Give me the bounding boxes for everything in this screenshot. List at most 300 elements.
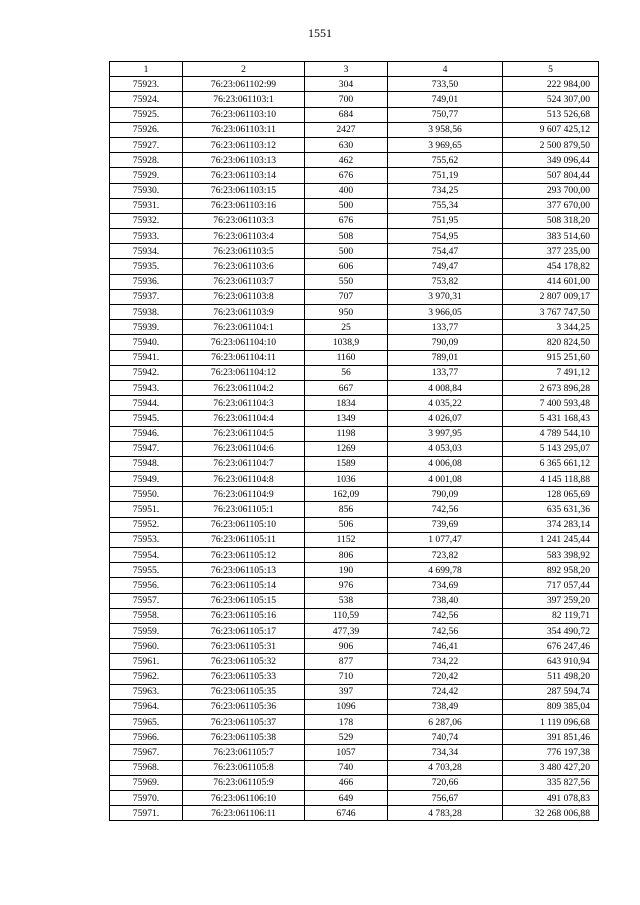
cadastral-value-cell: 377 670,00 <box>503 198 599 213</box>
specific-value-cell: 733,50 <box>388 77 503 92</box>
cadastral-value-cell: 583 398,92 <box>503 548 599 563</box>
cadastral-number-cell: 76:23:061104:11 <box>183 350 305 365</box>
row-number-cell: 75937. <box>110 289 183 304</box>
row-number-cell: 75969. <box>110 775 183 790</box>
specific-value-cell: 4 783,28 <box>388 806 503 821</box>
row-number-cell: 75958. <box>110 608 183 623</box>
area-cell: 976 <box>305 578 388 593</box>
specific-value-cell: 3 997,95 <box>388 426 503 441</box>
cadastral-number-cell: 76:23:061103:5 <box>183 244 305 259</box>
cadastral-value-cell: 5 143 295,07 <box>503 441 599 456</box>
table-row <box>110 578 599 593</box>
cadastral-value-table <box>109 61 599 821</box>
row-number-cell: 75924. <box>110 92 183 107</box>
row-number-cell: 75947. <box>110 441 183 456</box>
table-row <box>110 305 599 320</box>
row-number-cell: 75925. <box>110 107 183 122</box>
specific-value-cell: 738,40 <box>388 593 503 608</box>
row-number-cell: 75941. <box>110 350 183 365</box>
cadastral-number-cell: 76:23:061103:8 <box>183 289 305 304</box>
row-number-cell: 75961. <box>110 654 183 669</box>
specific-value-cell: 4 008,84 <box>388 380 503 395</box>
specific-value-cell: 742,56 <box>388 502 503 517</box>
specific-value-cell: 790,09 <box>388 335 503 350</box>
area-cell: 710 <box>305 669 388 684</box>
specific-value-cell: 734,69 <box>388 578 503 593</box>
table-row <box>110 229 599 244</box>
specific-value-cell: 790,09 <box>388 487 503 502</box>
cadastral-value-cell: 9 607 425,12 <box>503 122 599 137</box>
row-number-cell: 75949. <box>110 472 183 487</box>
cadastral-number-cell: 76:23:061103:6 <box>183 259 305 274</box>
table-row <box>110 745 599 760</box>
area-cell: 304 <box>305 77 388 92</box>
row-number-cell: 75944. <box>110 396 183 411</box>
table-row <box>110 699 599 714</box>
column-header: 5 <box>503 62 599 77</box>
row-number-cell: 75954. <box>110 548 183 563</box>
row-number-cell: 75928. <box>110 153 183 168</box>
area-cell: 6746 <box>305 806 388 821</box>
table-row <box>110 548 599 563</box>
table-row <box>110 760 599 775</box>
cadastral-number-cell: 76:23:061104:8 <box>183 472 305 487</box>
area-cell: 1036 <box>305 472 388 487</box>
specific-value-cell: 742,56 <box>388 608 503 623</box>
cadastral-value-cell: 3 767 747,50 <box>503 305 599 320</box>
area-cell: 178 <box>305 715 388 730</box>
cadastral-value-cell: 397 259,20 <box>503 593 599 608</box>
cadastral-value-cell: 820 824,50 <box>503 335 599 350</box>
cadastral-number-cell: 76:23:061103:10 <box>183 107 305 122</box>
table-row <box>110 623 599 638</box>
area-cell: 1834 <box>305 396 388 411</box>
table-row <box>110 259 599 274</box>
cadastral-number-cell: 76:23:061103:12 <box>183 137 305 152</box>
cadastral-value-cell: 3 480 427,20 <box>503 760 599 775</box>
table-header-row <box>110 62 599 77</box>
area-cell: 500 <box>305 198 388 213</box>
area-cell: 1160 <box>305 350 388 365</box>
row-number-cell: 75932. <box>110 213 183 228</box>
cadastral-value-cell: 513 526,68 <box>503 107 599 122</box>
specific-value-cell: 734,34 <box>388 745 503 760</box>
cadastral-value-cell: 809 385,04 <box>503 699 599 714</box>
specific-value-cell: 742,56 <box>388 623 503 638</box>
area-cell: 397 <box>305 684 388 699</box>
table-row <box>110 426 599 441</box>
specific-value-cell: 755,34 <box>388 198 503 213</box>
row-number-cell: 75936. <box>110 274 183 289</box>
area-cell: 1198 <box>305 426 388 441</box>
table-row <box>110 563 599 578</box>
row-number-cell: 75950. <box>110 487 183 502</box>
area-cell: 856 <box>305 502 388 517</box>
cadastral-number-cell: 76:23:061105:16 <box>183 608 305 623</box>
specific-value-cell: 4 006,08 <box>388 456 503 471</box>
cadastral-value-cell: 293 700,00 <box>503 183 599 198</box>
table-body <box>110 77 599 821</box>
area-cell: 190 <box>305 563 388 578</box>
cadastral-number-cell: 76:23:061103:16 <box>183 198 305 213</box>
specific-value-cell: 746,41 <box>388 639 503 654</box>
area-cell: 110,59 <box>305 608 388 623</box>
cadastral-value-cell: 892 958,20 <box>503 563 599 578</box>
cadastral-number-cell: 76:23:061105:10 <box>183 517 305 532</box>
row-number-cell: 75967. <box>110 745 183 760</box>
specific-value-cell: 6 287,06 <box>388 715 503 730</box>
table-row <box>110 730 599 745</box>
area-cell: 400 <box>305 183 388 198</box>
cadastral-number-cell: 76:23:061105:17 <box>183 623 305 638</box>
table-row <box>110 168 599 183</box>
cadastral-value-cell: 508 318,20 <box>503 213 599 228</box>
specific-value-cell: 734,25 <box>388 183 503 198</box>
table-row <box>110 137 599 152</box>
table-row <box>110 806 599 821</box>
cadastral-number-cell: 76:23:061103:9 <box>183 305 305 320</box>
area-cell: 1349 <box>305 411 388 426</box>
cadastral-number-cell: 76:23:061104:4 <box>183 411 305 426</box>
area-cell: 550 <box>305 274 388 289</box>
area-cell: 538 <box>305 593 388 608</box>
table-row <box>110 472 599 487</box>
area-cell: 162,09 <box>305 487 388 502</box>
column-header: 3 <box>305 62 388 77</box>
cadastral-number-cell: 76:23:061104:2 <box>183 380 305 395</box>
cadastral-value-cell: 383 514,60 <box>503 229 599 244</box>
specific-value-cell: 4 053,03 <box>388 441 503 456</box>
cadastral-number-cell: 76:23:061105:11 <box>183 532 305 547</box>
cadastral-value-cell: 6 365 661,12 <box>503 456 599 471</box>
specific-value-cell: 751,95 <box>388 213 503 228</box>
table-row <box>110 289 599 304</box>
specific-value-cell: 754,95 <box>388 229 503 244</box>
row-number-cell: 75963. <box>110 684 183 699</box>
cadastral-value-cell: 377 235,00 <box>503 244 599 259</box>
cadastral-number-cell: 76:23:061105:36 <box>183 699 305 714</box>
area-cell: 2427 <box>305 122 388 137</box>
cadastral-value-cell: 5 431 168,43 <box>503 411 599 426</box>
cadastral-value-cell: 354 490,72 <box>503 623 599 638</box>
cadastral-value-cell: 915 251,60 <box>503 350 599 365</box>
cadastral-number-cell: 76:23:061103:4 <box>183 229 305 244</box>
area-cell: 684 <box>305 107 388 122</box>
cadastral-value-cell: 287 594,74 <box>503 684 599 699</box>
area-cell: 1038,9 <box>305 335 388 350</box>
row-number-cell: 75942. <box>110 365 183 380</box>
table-row <box>110 502 599 517</box>
table-row <box>110 593 599 608</box>
cadastral-number-cell: 76:23:061105:35 <box>183 684 305 699</box>
area-cell: 606 <box>305 259 388 274</box>
specific-value-cell: 789,01 <box>388 350 503 365</box>
row-number-cell: 75935. <box>110 259 183 274</box>
cadastral-number-cell: 76:23:061102:99 <box>183 77 305 92</box>
cadastral-value-cell: 635 631,36 <box>503 502 599 517</box>
area-cell: 1096 <box>305 699 388 714</box>
cadastral-number-cell: 76:23:061105:12 <box>183 548 305 563</box>
cadastral-number-cell: 76:23:061104:1 <box>183 320 305 335</box>
specific-value-cell: 756,67 <box>388 791 503 806</box>
column-header: 4 <box>388 62 503 77</box>
specific-value-cell: 3 969,65 <box>388 137 503 152</box>
specific-value-cell: 720,66 <box>388 775 503 790</box>
cadastral-value-cell: 1 241 245,44 <box>503 532 599 547</box>
cadastral-number-cell: 76:23:061105:33 <box>183 669 305 684</box>
table-row <box>110 654 599 669</box>
area-cell: 707 <box>305 289 388 304</box>
row-number-cell: 75945. <box>110 411 183 426</box>
table-row <box>110 411 599 426</box>
cadastral-value-cell: 454 178,82 <box>503 259 599 274</box>
table-row <box>110 396 599 411</box>
area-cell: 649 <box>305 791 388 806</box>
specific-value-cell: 724,42 <box>388 684 503 699</box>
cadastral-number-cell: 76:23:061106:10 <box>183 791 305 806</box>
area-cell: 740 <box>305 760 388 775</box>
row-number-cell: 75960. <box>110 639 183 654</box>
column-header: 1 <box>110 62 183 77</box>
row-number-cell: 75956. <box>110 578 183 593</box>
table-row <box>110 639 599 654</box>
area-cell: 1057 <box>305 745 388 760</box>
column-header: 2 <box>183 62 305 77</box>
specific-value-cell: 734,22 <box>388 654 503 669</box>
table-row <box>110 153 599 168</box>
table-row <box>110 350 599 365</box>
area-cell: 630 <box>305 137 388 152</box>
specific-value-cell: 723,82 <box>388 548 503 563</box>
specific-value-cell: 720,42 <box>388 669 503 684</box>
specific-value-cell: 133,77 <box>388 320 503 335</box>
area-cell: 462 <box>305 153 388 168</box>
specific-value-cell: 753,82 <box>388 274 503 289</box>
cadastral-value-cell: 511 498,20 <box>503 669 599 684</box>
cadastral-value-cell: 82 119,71 <box>503 608 599 623</box>
cadastral-number-cell: 76:23:061104:12 <box>183 365 305 380</box>
row-number-cell: 75939. <box>110 320 183 335</box>
cadastral-number-cell: 76:23:061103:7 <box>183 274 305 289</box>
cadastral-number-cell: 76:23:061105:8 <box>183 760 305 775</box>
cadastral-value-cell: 4 145 118,88 <box>503 472 599 487</box>
area-cell: 1152 <box>305 532 388 547</box>
cadastral-value-cell: 7 400 593,48 <box>503 396 599 411</box>
cadastral-value-cell: 32 268 006,88 <box>503 806 599 821</box>
row-number-cell: 75943. <box>110 380 183 395</box>
cadastral-value-cell: 349 096,44 <box>503 153 599 168</box>
row-number-cell: 75953. <box>110 532 183 547</box>
row-number-cell: 75968. <box>110 760 183 775</box>
area-cell: 508 <box>305 229 388 244</box>
cadastral-value-cell: 3 344,25 <box>503 320 599 335</box>
cadastral-value-cell: 676 247,46 <box>503 639 599 654</box>
cadastral-number-cell: 76:23:061105:15 <box>183 593 305 608</box>
cadastral-number-cell: 76:23:061103:15 <box>183 183 305 198</box>
area-cell: 667 <box>305 380 388 395</box>
cadastral-value-cell: 643 910,94 <box>503 654 599 669</box>
cadastral-number-cell: 76:23:061105:13 <box>183 563 305 578</box>
specific-value-cell: 4 026,07 <box>388 411 503 426</box>
row-number-cell: 75930. <box>110 183 183 198</box>
specific-value-cell: 751,19 <box>388 168 503 183</box>
area-cell: 676 <box>305 213 388 228</box>
cadastral-number-cell: 76:23:061106:11 <box>183 806 305 821</box>
cadastral-value-cell: 1 119 096,68 <box>503 715 599 730</box>
row-number-cell: 75946. <box>110 426 183 441</box>
row-number-cell: 75971. <box>110 806 183 821</box>
area-cell: 500 <box>305 244 388 259</box>
specific-value-cell: 749,01 <box>388 92 503 107</box>
table-row <box>110 715 599 730</box>
specific-value-cell: 4 699,78 <box>388 563 503 578</box>
area-cell: 477,39 <box>305 623 388 638</box>
row-number-cell: 75964. <box>110 699 183 714</box>
table-row <box>110 669 599 684</box>
table-row <box>110 791 599 806</box>
cadastral-value-cell: 222 984,00 <box>503 77 599 92</box>
cadastral-value-cell: 128 065,69 <box>503 487 599 502</box>
cadastral-number-cell: 76:23:061105:9 <box>183 775 305 790</box>
area-cell: 676 <box>305 168 388 183</box>
row-number-cell: 75952. <box>110 517 183 532</box>
table-row <box>110 320 599 335</box>
row-number-cell: 75957. <box>110 593 183 608</box>
table-row <box>110 77 599 92</box>
row-number-cell: 75970. <box>110 791 183 806</box>
area-cell: 1269 <box>305 441 388 456</box>
row-number-cell: 75938. <box>110 305 183 320</box>
cadastral-value-cell: 391 851,46 <box>503 730 599 745</box>
area-cell: 806 <box>305 548 388 563</box>
table-row <box>110 244 599 259</box>
cadastral-value-cell: 507 804,44 <box>503 168 599 183</box>
cadastral-number-cell: 76:23:061104:3 <box>183 396 305 411</box>
row-number-cell: 75927. <box>110 137 183 152</box>
cadastral-number-cell: 76:23:061105:14 <box>183 578 305 593</box>
table-row <box>110 441 599 456</box>
cadastral-number-cell: 76:23:061103:1 <box>183 92 305 107</box>
area-cell: 877 <box>305 654 388 669</box>
cadastral-number-cell: 76:23:061103:11 <box>183 122 305 137</box>
cadastral-value-cell: 2 673 896,28 <box>503 380 599 395</box>
row-number-cell: 75933. <box>110 229 183 244</box>
cadastral-value-cell: 776 197,38 <box>503 745 599 760</box>
table-row <box>110 122 599 137</box>
area-cell: 506 <box>305 517 388 532</box>
cadastral-number-cell: 76:23:061104:10 <box>183 335 305 350</box>
table-row <box>110 183 599 198</box>
area-cell: 1589 <box>305 456 388 471</box>
specific-value-cell: 4 035,22 <box>388 396 503 411</box>
specific-value-cell: 4 001,08 <box>388 472 503 487</box>
row-number-cell: 75962. <box>110 669 183 684</box>
cadastral-number-cell: 76:23:061103:3 <box>183 213 305 228</box>
table-row <box>110 213 599 228</box>
cadastral-number-cell: 76:23:061104:7 <box>183 456 305 471</box>
row-number-cell: 75931. <box>110 198 183 213</box>
specific-value-cell: 133,77 <box>388 365 503 380</box>
cadastral-number-cell: 76:23:061103:13 <box>183 153 305 168</box>
row-number-cell: 75955. <box>110 563 183 578</box>
area-cell: 950 <box>305 305 388 320</box>
cadastral-number-cell: 76:23:061105:7 <box>183 745 305 760</box>
specific-value-cell: 749,47 <box>388 259 503 274</box>
table-row <box>110 380 599 395</box>
cadastral-number-cell: 76:23:061103:14 <box>183 168 305 183</box>
cadastral-value-cell: 2 807 009,17 <box>503 289 599 304</box>
area-cell: 56 <box>305 365 388 380</box>
area-cell: 529 <box>305 730 388 745</box>
area-cell: 906 <box>305 639 388 654</box>
row-number-cell: 75926. <box>110 122 183 137</box>
cadastral-number-cell: 76:23:061104:9 <box>183 487 305 502</box>
row-number-cell: 75940. <box>110 335 183 350</box>
row-number-cell: 75948. <box>110 456 183 471</box>
cadastral-value-cell: 2 500 879,50 <box>503 137 599 152</box>
area-cell: 466 <box>305 775 388 790</box>
table-row <box>110 274 599 289</box>
specific-value-cell: 755,62 <box>388 153 503 168</box>
area-cell: 25 <box>305 320 388 335</box>
specific-value-cell: 3 966,05 <box>388 305 503 320</box>
specific-value-cell: 3 970,31 <box>388 289 503 304</box>
specific-value-cell: 738,49 <box>388 699 503 714</box>
specific-value-cell: 739,69 <box>388 517 503 532</box>
specific-value-cell: 750,77 <box>388 107 503 122</box>
table-row <box>110 775 599 790</box>
specific-value-cell: 3 958,56 <box>388 122 503 137</box>
row-number-cell: 75929. <box>110 168 183 183</box>
page-number: 1551 <box>308 26 332 40</box>
cadastral-value-cell: 4 789 544,10 <box>503 426 599 441</box>
table-row <box>110 517 599 532</box>
row-number-cell: 75951. <box>110 502 183 517</box>
cadastral-number-cell: 76:23:061105:38 <box>183 730 305 745</box>
cadastral-value-cell: 374 283,14 <box>503 517 599 532</box>
table-row <box>110 456 599 471</box>
area-cell: 700 <box>305 92 388 107</box>
cadastral-number-cell: 76:23:061104:6 <box>183 441 305 456</box>
table-row <box>110 487 599 502</box>
cadastral-number-cell: 76:23:061105:32 <box>183 654 305 669</box>
row-number-cell: 75959. <box>110 623 183 638</box>
row-number-cell: 75923. <box>110 77 183 92</box>
table-row <box>110 335 599 350</box>
cadastral-number-cell: 76:23:061105:1 <box>183 502 305 517</box>
table-row <box>110 107 599 122</box>
table-row <box>110 92 599 107</box>
cadastral-value-cell: 717 057,44 <box>503 578 599 593</box>
row-number-cell: 75934. <box>110 244 183 259</box>
cadastral-number-cell: 76:23:061104:5 <box>183 426 305 441</box>
table-row <box>110 365 599 380</box>
specific-value-cell: 4 703,28 <box>388 760 503 775</box>
table-row <box>110 608 599 623</box>
cadastral-value-cell: 414 601,00 <box>503 274 599 289</box>
table-row <box>110 198 599 213</box>
table-row <box>110 532 599 547</box>
cadastral-value-cell: 491 078,83 <box>503 791 599 806</box>
cadastral-number-cell: 76:23:061105:31 <box>183 639 305 654</box>
row-number-cell: 75966. <box>110 730 183 745</box>
row-number-cell: 75965. <box>110 715 183 730</box>
cadastral-value-cell: 524 307,00 <box>503 92 599 107</box>
specific-value-cell: 754,47 <box>388 244 503 259</box>
cadastral-value-cell: 7 491,12 <box>503 365 599 380</box>
cadastral-value-cell: 335 827,56 <box>503 775 599 790</box>
specific-value-cell: 1 077,47 <box>388 532 503 547</box>
